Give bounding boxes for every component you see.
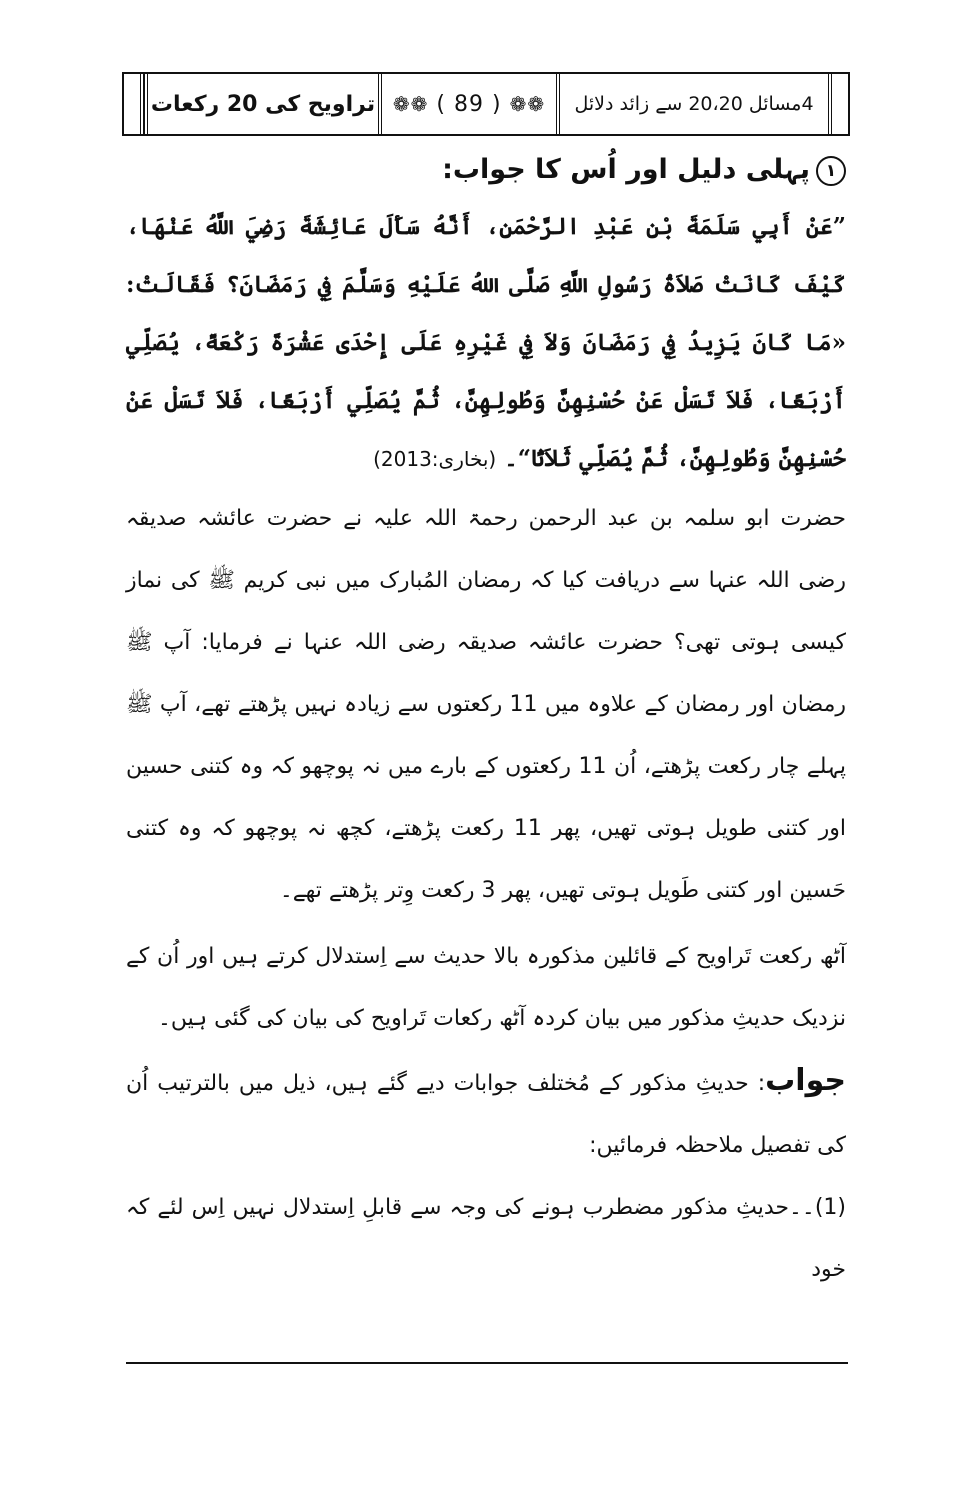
page-header <box>122 72 850 136</box>
claim-paragraph: آٹھ رکعت تَراویح کے قائلین مذکورہ بالا حدیث سے اِستدلال کرتے ہیں اور اُن کے نزدیک حدیثِ مذکور میں بیان کردہ آٹھ رکعات تَراویح کی بیان کی گئی ہیں۔ <box>126 944 846 1031</box>
answer-paragraph <box>126 1050 846 1177</box>
section-heading <box>126 142 846 198</box>
page-number: 89 <box>454 91 484 117</box>
answer-text: : حدیثِ مذکور کے مُختلف جوابات دیے گئے ہیں، ذیل میں بالترتیب اُن کی تفصیل ملاحظہ فرمائیں: <box>126 1071 846 1158</box>
point-one: (1)۔۔حدیثِ مذکور مضطرب ہونے کی وجہ سے قابلِ اِستدلال نہیں اِس لئے کہ خود <box>126 1195 846 1282</box>
header-left-border <box>124 74 144 134</box>
hadith-citation: (بخاری:2013) <box>373 447 497 471</box>
page-number-box: ❁❁ ( 89 ) ❁❁ <box>378 74 556 134</box>
book-title: تراویح کی 20 رکعات <box>144 74 378 134</box>
footer-rule <box>126 1362 848 1364</box>
flower-ornament-icon: ❁❁ <box>509 92 546 116</box>
header-right-border <box>828 74 848 134</box>
hadith-arabic-text: ”عَنْ أَبِي سَلَمَةَ بْنِ عَبْدِ الرَّحْمَنِ، أَنَّهُ سَأَلَ عَائِشَةَ رَضِيَ اللَّهُ عَنْهَا، كَيْفَ كَانَتْ صَلاَةُ رَسُولِ اللَّهِ صَلَّى اللهُ عَلَيْهِ وَسَلَّمَ فِي رَمَضَانَ؟ فَقَالَتْ: «مَا كَانَ يَزِيدُ فِي رَمَضَانَ وَلاَ فِي غَيْرِهِ عَلَى إِحْدَى عَشْرَةَ رَكْعَةً، يُصَلِّي أَرْبَعًا، فَلاَ تَسَلْ عَنْ حُسْنِهِنَّ وَطُولِهِنَّ، ثُمَّ يُصَلِّي أَرْبَعًا، فَلاَ تَسَلْ عَنْ حُسْنِهِنَّ وَطُولِهِنَّ، ثُمَّ يُصَلِّي ثَلاَثًا“۔ (بخاری:2013) <box>126 213 846 472</box>
page-body <box>126 142 846 1301</box>
flower-ornament-icon: ❁❁ <box>392 92 429 116</box>
hadith-translation: حضرت ابو سلمہ بن عبد الرحمن رحمۃ اللہ علیہ نے حضرت عائشہ صدیقہ رضی اللہ عنہا سے دریافت کیا کہ رمضان المُبارک میں نبی کریم ﷺ کی نماز کیسی ہوتی تھی؟ حضرت عائشہ صدیقہ رضی اللہ عنہا نے فرمایا: آپ ﷺ رمضان اور رمضان کے علاوہ میں 11 رکعتوں سے زیادہ نہیں پڑھتے تھے، آپ ﷺ پہلے چار رکعت پڑھتے، اُن 11 رکعتوں کے بارے میں نہ پوچھو کہ وہ کتنی حسین اور کتنی طویل ہوتی تھیں، پھر 11 رکعت پڑھتے، کچھ نہ پوچھو کہ وہ کتنی حَسین اور کتنی طَویل ہوتی تھیں، پھر 3 رکعت وِتر پڑھتے تھے۔ <box>126 506 847 903</box>
section-number: ١ <box>816 156 846 186</box>
section-heading-text: پہلی دلیل اور اُس کا جواب: <box>442 154 810 185</box>
answer-label: جواب <box>765 1063 846 1098</box>
chapter-title: 4مسائل 20،20 سے زائد دلائل <box>556 74 828 134</box>
